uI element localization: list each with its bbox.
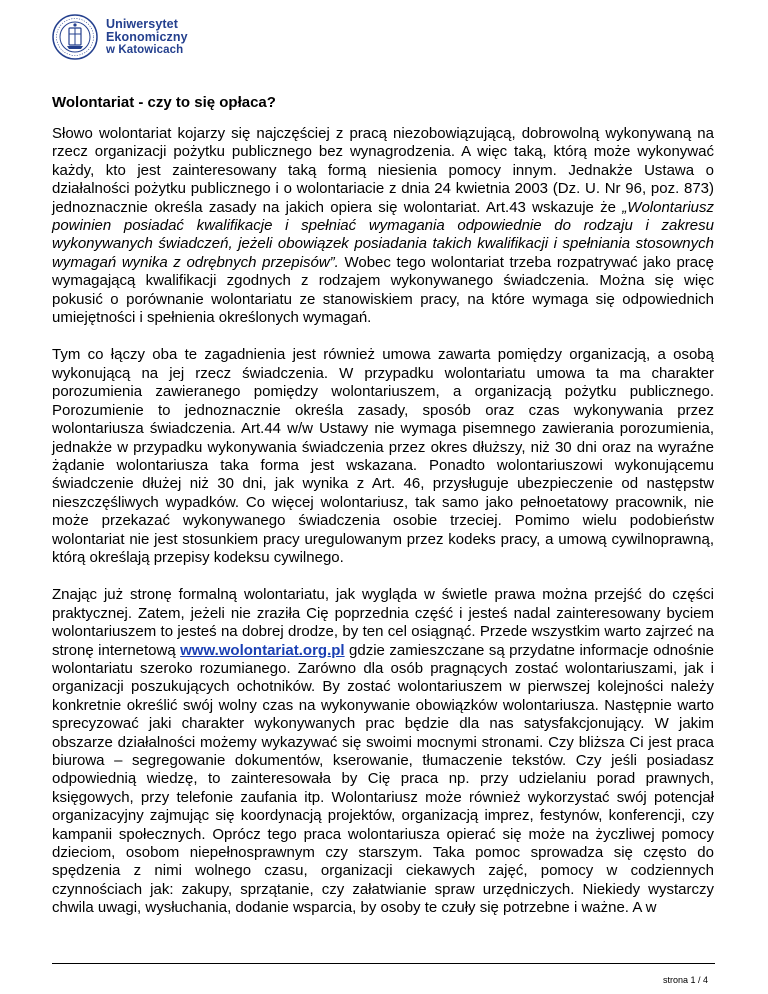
paragraph-3-intro: Znając już stronę formalną wolontariatu, jak wygląda w świetle prawa można przejść do części praktycznej. Zatem, jeżeli nie zraziła Cię poprzednia część i jesteś nadal zainteresowany byciem wolontariuszem to jesteś na dobrej drodze, by ten cel osiągnąć. Przede wszystkim warto zajrzeć na stronę internetową	[52, 586, 714, 659]
wolontariat-website-link[interactable]: www.wolontariat.org.pl	[180, 641, 345, 659]
university-header	[52, 13, 188, 61]
university-name	[106, 18, 188, 57]
law-quote: „Wolontariusz powinien posiadać kwalifikacje i spełniać wymagania odpowiednie do rodzaju i zakresu wykonywanych świadczeń, jeżeli obowiązek posiadania takich kwalifikacji i spełniania stosownych wymagań wynika z odrębnych przepisów”.	[52, 198, 714, 271]
paragraph-3-body: gdzie zamieszczane są przydatne informacje odnośnie wolontariatu szeroko rozumianego. Zarówno dla osób pragnących zostać wolontariuszami, jak i organizacji poszukujących ochotników. By zostać wolontariuszem w pierwszej kolejności należy konkretnie określić swój wolny czas na wykonywanie obowiązków wolontariusza. Następnie warto sprecyzować jaki charakter wykonywanych prac będzie dla nas satysfakcjonujący. W jakim obszarze działalności możemy wykazywać się swoimi mocnymi stronami. Czy bliższa Ci jest praca biurowa – segregowanie dokumentów, kserowanie, tłumaczenie tekstów. Czy jeśli posiadasz odpowiednią wiedzę, to zainteresowała by Cię praca np. przy udzielaniu porad prawnych, księgowych, przy telefonie zaufania itp. Wolontariusz może również wykorzystać swój potencjał organizacyjny zajmując się koordynacją projektów, organizacją imprez, festynów, konferencji, czy kampanii społecznych. Oprócz tego praca wolontariusza opierać się może na życzliwej pomocy dzieciom, osobom niepełnosprawnym czy starszym. Taka pomoc sprowadza się często do spędzenia z nimi wolnego czasu, organizacji ciekawych zajęć, pomocy w codziennych czynnościach jak: zakupy, sprzątanie, czy załatwianie spraw urzędniczych. Niekiedy wystarczy chwila uwagi, wysłuchania, dodanie wsparcia, by osoby te czuły się potrzebne i ważne. A w	[52, 641, 714, 917]
article-body	[52, 93, 714, 937]
paragraph-2: Tym co łączy oba te zagadnienia jest również umowa zawarta pomiędzy organizacją, a osobą wykonującą na jej rzecz świadczenia. W przypadku wolontariatu umowa ta ma charakter porozumienia zawieranego pomiędzy wolontariuszem, a organizacją pożytku publicznego. Porozumienie to jednoznacznie określa zasady, sposób oraz czas wykonywania przez wolontariusza świadczenia. Art.44 w/w Ustawy nie wymaga pisemnego zawierania porozumienia, jednakże w przypadku wykonywania świadczenia przez okres dłuższy, niż 30 dni oraz na wyraźne żądanie wolontariusza taka forma jest wskazana. Ponadto wolontariuszowi wykonującemu świadczenie dłużej niż 30 dni, jak wynika z Art. 46, przysługuje ubezpieczenie od następstw nieszczęśliwych wypadków. Co więcej wolontariusz, tak samo jako pełnoetatowy pracownik, nie może przekazać wykonywanego świadczenia osobie trzeciej. Pomimo wielu podobieństw wolontariat nie jest stosunkiem pracy uregulowanym przez kodeks pracy, a umową cywilnoprawną, którą określają przepisy kodeksu cywilnego.	[52, 346, 714, 566]
paragraph-1-conclusion: Wobec tego wolontariat trzeba rozpatrywać jako pracę wymagającą kwalifikacji zgodnych z rodzajem wykonywanego świadczenia. Można się więc pokusić o porównanie wolontariatu ze stanowiskiem pracy, na które wymaga się odpowiednich umiejętności i spełnienia określonych wymagań.	[52, 253, 714, 327]
logo-line-2: Ekonomiczny	[106, 29, 188, 44]
logo-line-1: Uniwersytet	[106, 16, 178, 31]
university-seal-icon	[52, 14, 98, 60]
paragraph-1-intro: Słowo wolontariat kojarzy się najczęściej z pracą niezobowiązującą, dobrowolną wykonywaną na rzecz organizacji pożytku publicznego bez wynagrodzenia. A więc taką, którą może wykonywać każdy, kto jest zainteresowany taką formą niesienia pomocy innym. Jednakże Ustawa o działalności pożytku publicznego i o wolontariacie z dnia 24 kwietnia 2003 (Dz. U. Nr 96, poz. 873) jednoznacznie określa zasady na jakich opiera się wolontariat. Art.43 wskazuje że	[52, 125, 714, 216]
logo-line-3: w Katowicach	[106, 43, 184, 56]
page-number: strona 1 / 4	[662, 975, 708, 985]
article-title: Wolontariat - czy to się opłaca?	[52, 94, 276, 111]
paragraph-1	[52, 125, 714, 327]
paragraph-3	[52, 586, 714, 917]
footer-divider	[52, 963, 715, 964]
